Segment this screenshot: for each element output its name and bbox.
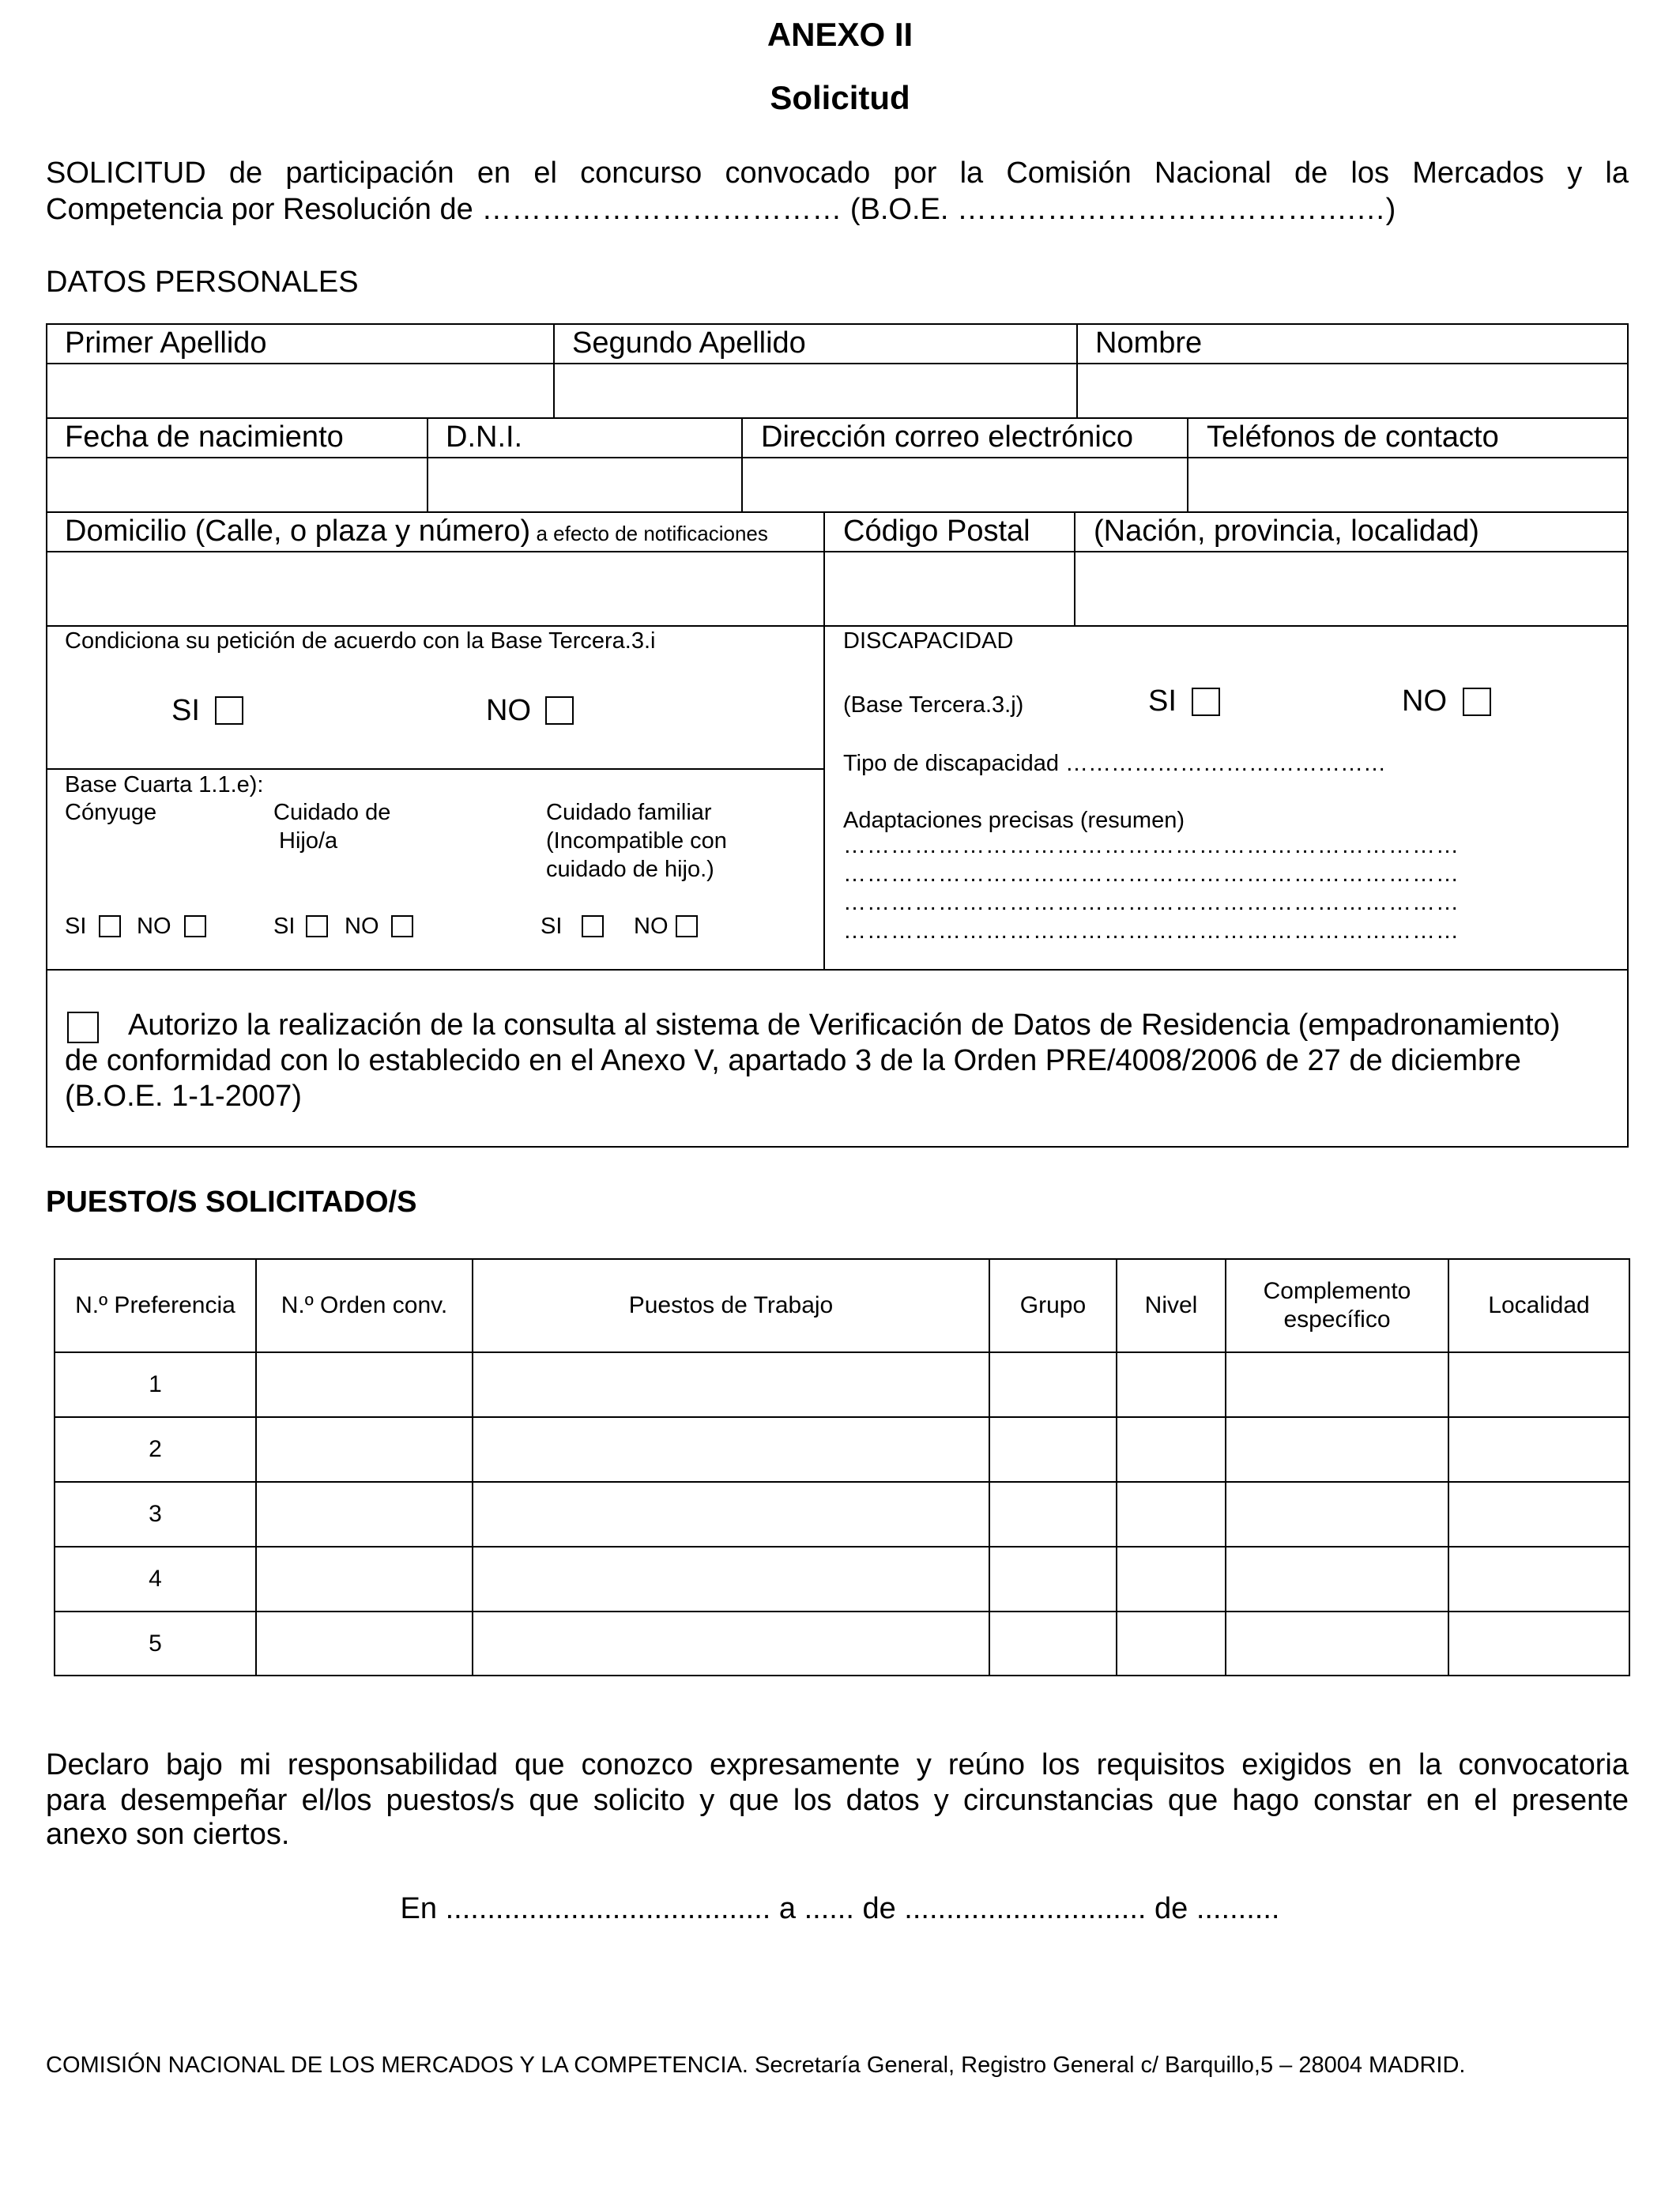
birth-date-field[interactable] <box>47 458 427 511</box>
authorization-line-1: Autorizo la realización de la consulta al sistema de Verificación de Datos de Residencia (empadronamiento) <box>128 1008 1561 1042</box>
intro-line-2: Competencia por Resolución de ……………………………… (B.O.E. ………………………………….…) <box>46 193 1396 226</box>
familiar-si-label: SI <box>541 914 563 939</box>
table-row: 1 <box>149 1371 162 1397</box>
col-header-localidad: Localidad <box>1488 1292 1590 1318</box>
cuidado-hijo-label-1: Cuidado de <box>273 800 391 825</box>
disability-si-label: SI <box>1148 684 1177 718</box>
hijo-si-label: SI <box>273 914 296 939</box>
phones-label: Teléfonos de contacto <box>1207 420 1499 454</box>
address-note: a efecto de notificaciones <box>536 522 768 545</box>
postal-code-label: Código Postal <box>843 515 1030 548</box>
email-label: Dirección correo electrónico <box>761 420 1133 454</box>
condiciona-label: Condiciona su petición de acuerdo con la Base Tercera.3.i <box>65 628 656 654</box>
phones-field[interactable] <box>1188 458 1627 511</box>
second-surname-label: Segundo Apellido <box>572 326 806 360</box>
region-label: (Nación, provincia, localidad) <box>1094 515 1479 548</box>
disability-type-label[interactable]: Tipo de discapacidad …………………………………… <box>843 751 1387 776</box>
condiciona-no-checkbox[interactable] <box>545 696 574 725</box>
footer-address: COMISIÓN NACIONAL DE LOS MERCADOS Y LA COMPETENCIA. Secretaría General, Registro General c/ Barquillo,5 – 28004 MADRID. <box>46 2053 1466 2078</box>
condiciona-si-checkbox[interactable] <box>215 696 243 725</box>
col-header-complemento: Complemento específico <box>1263 1278 1411 1333</box>
first-surname-label: Primer Apellido <box>65 326 267 360</box>
table-row: 2 <box>149 1436 162 1462</box>
address-label: Domicilio (Calle, o plaza y número) a efecto de notificaciones <box>65 515 768 548</box>
adaptations-line-4[interactable]: …………………………………………………………………… <box>843 918 1460 944</box>
conyuge-no-label: NO <box>137 914 171 939</box>
disability-base-label: (Base Tercera.3.j) <box>843 692 1024 718</box>
table-row: 3 <box>149 1501 162 1527</box>
name-field[interactable] <box>1078 364 1627 417</box>
familiar-no-checkbox[interactable] <box>676 915 698 937</box>
dni-field[interactable] <box>428 458 741 511</box>
table-row: 4 <box>149 1566 162 1592</box>
disability-no-checkbox[interactable] <box>1463 688 1491 716</box>
name-label: Nombre <box>1095 326 1203 360</box>
dni-label: D.N.I. <box>446 420 523 454</box>
condiciona-no-label: NO <box>486 694 531 727</box>
familiar-no-label: NO <box>634 914 669 939</box>
conyuge-no-checkbox[interactable] <box>184 915 206 937</box>
cuidado-familiar-label-1: Cuidado familiar <box>546 800 712 825</box>
col-header-orden: N.º Orden conv. <box>281 1292 448 1318</box>
disability-no-label: NO <box>1402 684 1447 718</box>
authorization-line-2: de conformidad con lo establecido en el Anexo V, apartado 3 de la Orden PRE/4008/2006 de 27 de diciembre <box>65 1044 1521 1077</box>
col-header-nivel: Nivel <box>1144 1292 1198 1318</box>
base-cuarta-label: Base Cuarta 1.1.e): <box>65 772 264 797</box>
adaptations-line-1[interactable]: …………………………………………………………………… <box>843 833 1460 858</box>
email-field[interactable] <box>743 458 1187 511</box>
postal-code-field[interactable] <box>825 552 1074 625</box>
hijo-si-checkbox[interactable] <box>306 915 328 937</box>
col-header-preferencia: N.º Preferencia <box>75 1292 235 1318</box>
conyuge-label: Cónyuge <box>65 800 157 825</box>
adaptations-line-3[interactable]: …………………………………………………………………… <box>843 890 1460 915</box>
personal-data-heading: DATOS PERSONALES <box>46 266 359 299</box>
page-title: Solicitud <box>770 79 910 116</box>
annex-title: ANEXO II <box>767 16 913 53</box>
adaptations-label: Adaptaciones precisas (resumen) <box>843 808 1185 833</box>
condiciona-si-label: SI <box>171 694 200 727</box>
declaration-line-3: anexo son ciertos. <box>46 1818 290 1851</box>
familiar-si-checkbox[interactable] <box>582 915 604 937</box>
hijo-no-checkbox[interactable] <box>391 915 413 937</box>
conyuge-si-checkbox[interactable] <box>99 915 121 937</box>
first-surname-field[interactable] <box>47 364 553 417</box>
region-field[interactable] <box>1075 552 1627 625</box>
cuidado-hijo-label-2: Hijo/a <box>279 828 338 854</box>
col-header-grupo: Grupo <box>1019 1292 1087 1318</box>
address-field[interactable] <box>47 552 823 625</box>
birth-date-label: Fecha de nacimiento <box>65 420 344 454</box>
positions-heading: PUESTO/S SOLICITADO/S <box>46 1186 417 1219</box>
second-surname-field[interactable] <box>555 364 1076 417</box>
disability-heading: DISCAPACIDAD <box>843 628 1014 654</box>
cuidado-familiar-label-3: cuidado de hijo.) <box>546 857 714 882</box>
hijo-no-label: NO <box>345 914 379 939</box>
adaptations-line-2[interactable]: …………………………………………………………………… <box>843 861 1460 887</box>
col-header-puestos: Puestos de Trabajo <box>628 1292 834 1318</box>
authorization-checkbox[interactable] <box>67 1012 99 1043</box>
signature-place-date[interactable]: En ....................................... a ...... de ............................. de .......... <box>400 1892 1280 1925</box>
cuidado-familiar-label-2: (Incompatible con <box>546 828 727 854</box>
disability-si-checkbox[interactable] <box>1192 688 1220 716</box>
declaration-line-1: Declaro bajo mi responsabilidad que conozco expresamente y reúno los requisitos exigidos en la convocatoria <box>46 1748 1629 1781</box>
intro-line-1: SOLICITUD de participación en el concurso convocado por la Comisión Nacional de los Mercados y la <box>46 156 1629 190</box>
authorization-line-3: (B.O.E. 1-1-2007) <box>65 1080 302 1113</box>
table-row: 5 <box>149 1630 162 1657</box>
conyuge-si-label: SI <box>65 914 87 939</box>
declaration-line-2: para desempeñar el/los puestos/s que solicito y que los datos y circunstancias que hago constar en el presente <box>46 1784 1629 1817</box>
